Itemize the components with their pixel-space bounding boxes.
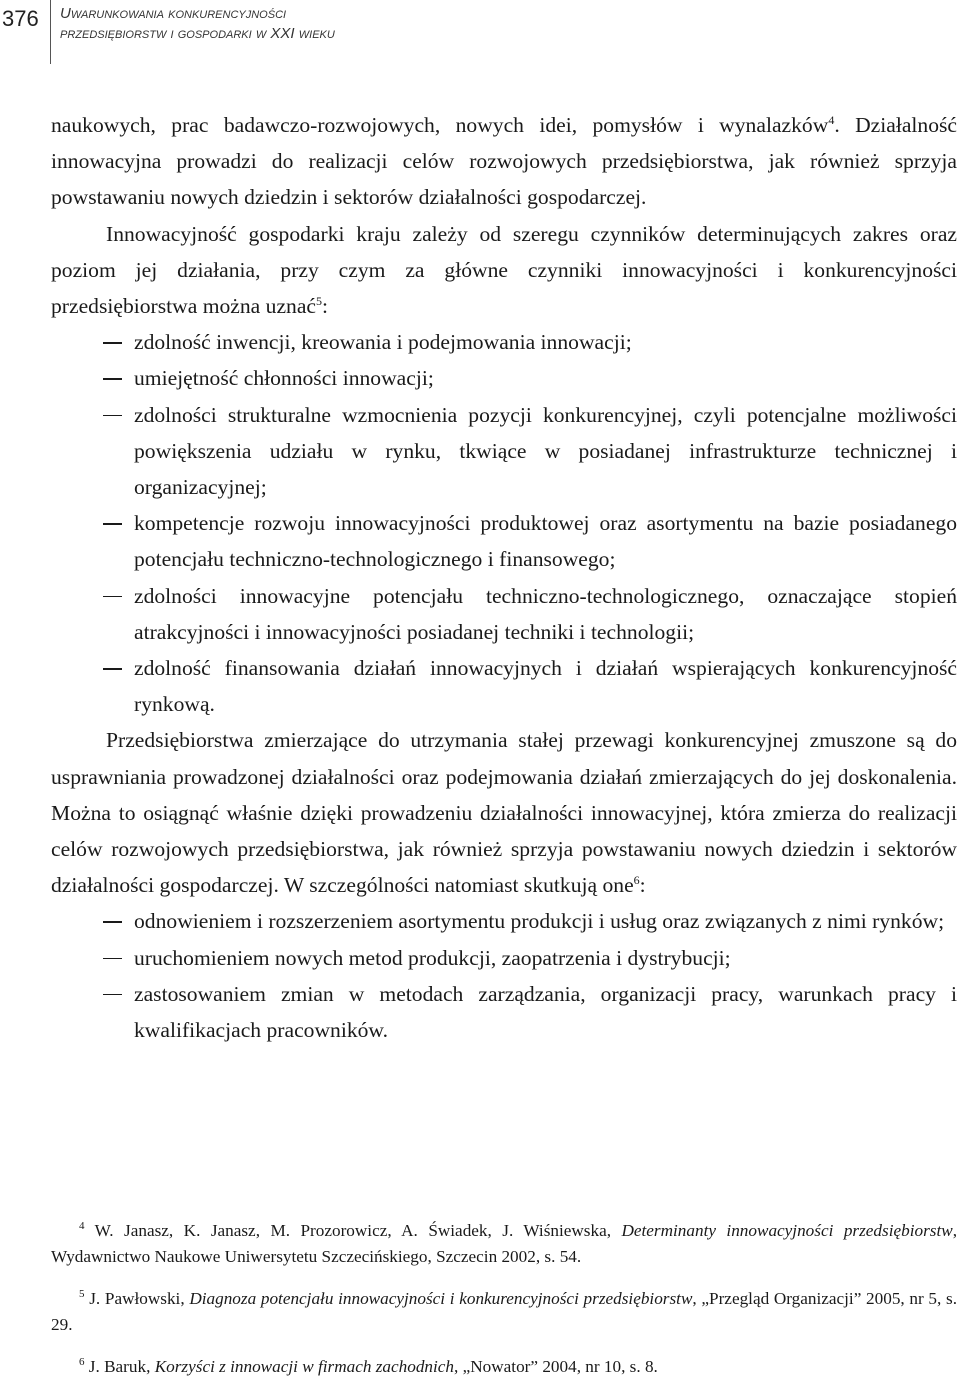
- running-title-line-2: przedsiębiorstw i gospodarki w XXI wieku: [60, 25, 335, 42]
- footnote-6: $^6$ J. Baruk, Korzyści z innowacji w firmach zachodnich, „Nowator” 2004, nr 10, s. 8.: [79, 1356, 658, 1376]
- factors-list: [51, 324, 957, 722]
- footnote-5: $^5$ J. Pawłowski, Diagnoza potencjału innowacyjności i konkurencyjności przedsiębiorstw, „Przegląd Organizacji” 2005, nr 5, s. 29.: [51, 1288, 957, 1334]
- main-text: [51, 107, 957, 1048]
- header-divider: [50, 0, 51, 64]
- paragraph-effects: Przedsiębiorstwa zmierzające do utrzymania stałej przewagi konkurencyjnej zmuszone są do usprawniania prowadzonej działalności oraz podejmowania działań zmierzających do jej doskonalenia. Można to osiągnąć właśnie dzięki prowadzeniu działalności innowacyjnej, która zmierza do realizacji celów rozwojowych przedsiębiorstwa, jak również sprzyja powstawaniu nowych dziedzin i sektorów działalności gospodarczej. W szczególności natomiast skutkują one$^6$:: [51, 728, 957, 898]
- list-item: zastosowaniem zmian w metodach zarządzania, organizacji pracy, warunkach pracy i kwalifikacjach pracowników.: [51, 976, 957, 1048]
- footnote-4: $^4$ W. Janasz, K. Janasz, M. Prozorowicz, A. Świadek, J. Wiśniewska, Determinanty innowacyjności przedsiębiorstw, Wydawnictwo Naukowe Uniwersytetu Szczecińskiego, Szczecin 2002, s. 54.: [51, 1220, 957, 1266]
- footnote-ref-5[interactable]: 5: [316, 294, 323, 309]
- list-item: zdolności innowacyjne potencjału techniczno-technologicznego, oznaczające stopień atrakcyjności i innowacyjności posiadanej techniki i technologii;: [51, 578, 957, 650]
- footnote-ref-4[interactable]: 4: [828, 113, 835, 127]
- page-number: 376: [2, 6, 39, 31]
- list-item: uruchomieniem nowych metod produkcji, zaopatrzenia i dystrybucji;: [51, 940, 957, 976]
- effects-list: [51, 903, 957, 1048]
- paragraph-intro: naukowych, prac badawczo-rozwojowych, nowych idei, pomysłów i wynalazków$^4$. Działalność innowacyjna prowadzi do realizacji celów rozwojowych przedsiębiorstwa, jak również sprzyja powstawaniu nowych dziedzin i sektorów działalności gospodarczej.: [51, 113, 957, 210]
- running-head: [60, 4, 335, 44]
- page-header: [0, 0, 960, 66]
- list-item: umiejętność chłonności innowacji;: [51, 360, 957, 396]
- list-item: zdolności strukturalne wzmocnienia pozycji konkurencyjnej, czyli potencjalne możliwości powiększenia udziału w rynku, tkwiące w posiadanej infrastrukturze technicznej i organizacyjnej;: [51, 397, 957, 506]
- list-item: odnowieniem i rozszerzeniem asortymentu produkcji i usług oraz związanych z nimi rynków;: [51, 903, 957, 939]
- paragraph-factors: Innowacyjność gospodarki kraju zależy od szeregu czynników determinujących zakres oraz poziom jej działania, przy czym za główne czynniki innowacyjności i konkurencyjności przedsiębiorstwa można uznać$^5$:: [51, 221, 957, 319]
- running-title-line-1: Uwarunkowania konkurencyjności: [60, 5, 287, 22]
- list-item: zdolność finansowania działań innowacyjnych i działań wspierających konkurencyjność rynkową.: [51, 650, 957, 722]
- list-item: zdolność inwencji, kreowania i podejmowania innowacji;: [51, 324, 957, 360]
- list-item: kompetencje rozwoju innowacyjności produktowej oraz asortymentu na bazie posiadanego potencjału techniczno-technologicznego i finansowego;: [51, 505, 957, 577]
- footnote-ref-6[interactable]: 6: [633, 873, 640, 888]
- footnotes: [51, 1218, 957, 1396]
